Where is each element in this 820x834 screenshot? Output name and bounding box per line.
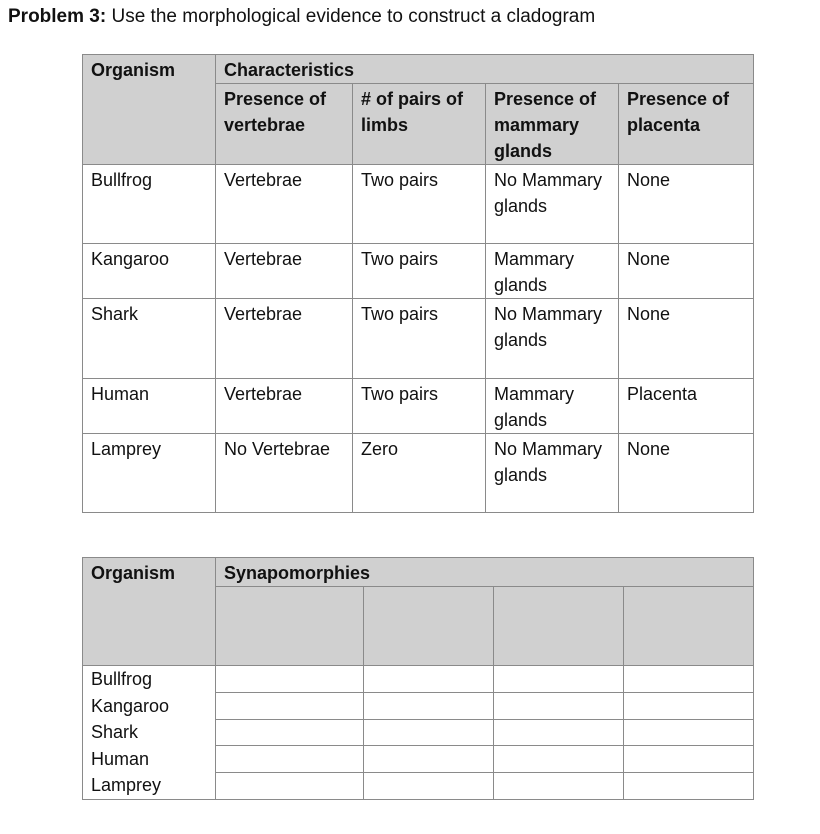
vertebrae-cell: Vertebrae	[216, 379, 353, 434]
mammary-cell: No Mammary glands	[486, 299, 619, 379]
blank-cell[interactable]	[624, 692, 754, 719]
characteristics-header: Characteristics	[216, 55, 754, 84]
blank-cell[interactable]	[216, 719, 364, 746]
list-item: Kangaroo	[91, 695, 170, 716]
list-item: Human	[91, 748, 150, 769]
synapomorphies-header: Synapomorphies	[216, 558, 754, 587]
characteristics-table	[82, 54, 754, 513]
column-header-vertebrae: Presence of vertebrae	[216, 84, 353, 165]
mammary-cell: No Mammary glands	[486, 434, 619, 513]
limbs-cell: Two pairs	[353, 379, 486, 434]
limbs-cell: Two pairs	[353, 165, 486, 244]
blank-cell[interactable]	[624, 666, 754, 693]
problem-statement	[8, 4, 595, 30]
blank-cell[interactable]	[216, 666, 364, 693]
list-item: Lamprey	[91, 775, 162, 796]
vertebrae-cell: Vertebrae	[216, 244, 353, 299]
list-item: Shark	[91, 722, 139, 743]
blank-cell[interactable]	[216, 692, 364, 719]
table-row	[83, 244, 754, 299]
organism-cell: Bullfrog	[83, 165, 216, 244]
blank-cell[interactable]	[494, 773, 624, 800]
placenta-cell: None	[619, 165, 754, 244]
table-row	[83, 379, 754, 434]
organism-list-cell	[83, 666, 216, 800]
column-header-mammary: Presence of mammary glands	[486, 84, 619, 165]
column-header-limbs: # of pairs of limbs	[353, 84, 486, 165]
vertebrae-cell: No Vertebrae	[216, 434, 353, 513]
synapomorphies-table	[82, 557, 754, 800]
blank-cell[interactable]	[364, 692, 494, 719]
synapomorphy-header-cell[interactable]	[364, 587, 494, 666]
table-row	[83, 165, 754, 244]
blank-cell[interactable]	[364, 773, 494, 800]
mammary-cell: No Mammary glands	[486, 165, 619, 244]
blank-cell[interactable]	[624, 746, 754, 773]
blank-cell[interactable]	[494, 692, 624, 719]
organism-cell: Shark	[83, 299, 216, 379]
problem-text: Use the morphological evidence to construct a cladogram	[111, 6, 596, 27]
organism-header: Organism	[83, 558, 216, 666]
synapomorphy-header-cell[interactable]	[624, 587, 754, 666]
mammary-cell: Mammary glands	[486, 379, 619, 434]
blank-cell[interactable]	[624, 773, 754, 800]
list-item: Bullfrog	[91, 669, 153, 689]
placenta-cell: None	[619, 434, 754, 513]
blank-cell[interactable]	[364, 746, 494, 773]
table-row	[83, 434, 754, 513]
mammary-cell: Mammary glands	[486, 244, 619, 299]
blank-cell[interactable]	[216, 773, 364, 800]
placenta-cell: None	[619, 299, 754, 379]
synapomorphy-header-cell[interactable]	[494, 587, 624, 666]
vertebrae-cell: Vertebrae	[216, 299, 353, 379]
placenta-cell: None	[619, 244, 754, 299]
table-row	[83, 299, 754, 379]
organism-cell: Kangaroo	[83, 244, 216, 299]
blank-cell[interactable]	[364, 719, 494, 746]
placenta-cell: Placenta	[619, 379, 754, 434]
problem-label: Problem 3:	[8, 6, 107, 27]
limbs-cell: Two pairs	[353, 244, 486, 299]
organism-cell: Human	[83, 379, 216, 434]
blank-cell[interactable]	[364, 666, 494, 693]
limbs-cell: Zero	[353, 434, 486, 513]
blank-cell[interactable]	[216, 746, 364, 773]
blank-cell[interactable]	[494, 719, 624, 746]
blank-cell[interactable]	[494, 666, 624, 693]
limbs-cell: Two pairs	[353, 299, 486, 379]
column-header-placenta: Presence of placenta	[619, 84, 754, 165]
blank-cell[interactable]	[494, 746, 624, 773]
organism-cell: Lamprey	[83, 434, 216, 513]
organism-header: Organism	[83, 55, 216, 165]
blank-cell[interactable]	[624, 719, 754, 746]
synapomorphy-header-cell[interactable]	[216, 587, 364, 666]
vertebrae-cell: Vertebrae	[216, 165, 353, 244]
